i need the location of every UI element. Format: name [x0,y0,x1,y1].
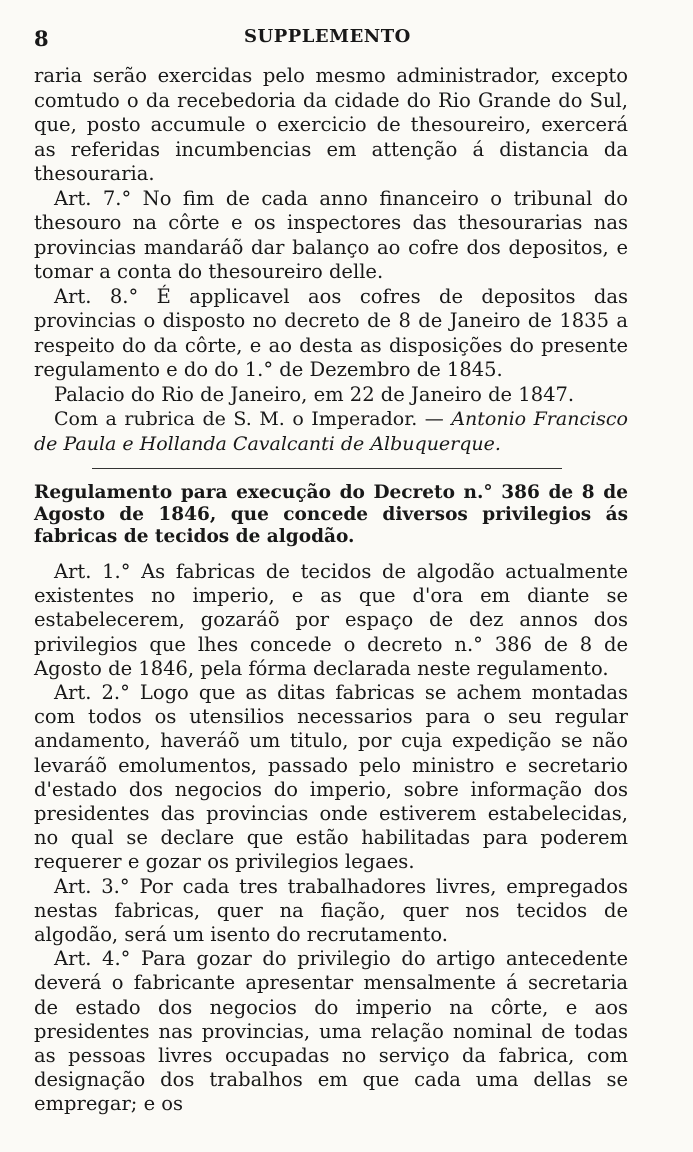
regulation-section [34,482,628,1117]
article-8-paragraph: Art. 8.° É applicavel aos cofres de depositos das provincias o disposto no decreto de 8 de Janeiro de 1835 a respeito do da côrte, e ao desta as disposições do presente regulamento e do do 1.° de Dezembro de 1845. [34,284,628,381]
article-2-paragraph: Art. 2.° Logo que as ditas fabricas se achem montadas com todos os utensilios necessarios para o seu regular andamento, haveráõ um titulo, por cuja expedição se não levaráõ emolumentos, passado pelo ministro e secretario d'estado dos negocios do imperio, sobre informação dos presidentes das provincias onde estiverem estabelecidas, no qual se declare que estão habilitadas para poderem requerer e gozar os privilegios legaes. [34,681,628,874]
dateline-paragraph: Palacio do Rio de Janeiro, em 22 de Janeiro de 1847. [54,382,575,406]
running-title: SUPPLEMENTO [244,26,411,47]
article-4-paragraph: Art. 4.° Para gozar do privilegio do artigo antecedente deverá o fabricante apresentar mensalmente á secretaria de estado dos negocios do imperio na côrte, e aos presidentes nas provincias, uma relação nominal de todas as pessoas livres occupadas no serviço da fabrica, com designação dos trabalhos em que cada uma dellas se empregar; e os [34,947,628,1116]
article-7-paragraph: Art. 7.° No fim de cada anno financeiro o tribunal do thesouro na côrte e os inspectores das thesourarias nas provincias mandaráõ dar balanço ao cofre dos depositos, e tomar a conta do thesoureiro delle. [34,186,628,283]
regulation-title: Regulamento para execução do Decreto n.° 386 de 8 de Agosto de 1846, que concede diversos privilegios ás fabricas de tecidos de algodão. [34,482,628,547]
article-3-paragraph: Art. 3.° Por cada tres trabalhadores livres, empregados nestas fabricas, quer na fiação, quer nos tecidos de algodão, será um isento do recrutamento. [34,874,628,947]
page-number: 8 [34,26,49,51]
signature-prefix: Com a rubrica de S. M. o Imperador. — [54,408,452,430]
section-divider [92,468,562,470]
article-1-paragraph: Art. 1.° As fabricas de tecidos de algodão actualmente existentes no imperio, e as que d'ora em diante se estabelecerem, gozaráõ por espaço de dez annos dos privilegios que lhes concede o decreto n.° 386 de 8 de Agosto de 1846, pela fórma declarada neste regulamento. [34,560,628,680]
continued-paragraph: raria serão exercidas pelo mesmo administrador, excepto comtudo o da recebedoria da cidade do Rio Grande do Sul, que, posto accumule o exercicio de thesoureiro, exercerá as referidas incumbencias em attenção á distancia da thesouraria. [34,64,628,185]
signature-name: Antonio Francisco de Paula e Hollanda Cavalcanti de Albuquerque. [34,408,628,455]
regulation-articles [34,560,628,1117]
page-header [34,28,628,64]
document-page [34,28,628,1117]
first-document-section [34,64,628,456]
signature-paragraph [34,407,628,456]
